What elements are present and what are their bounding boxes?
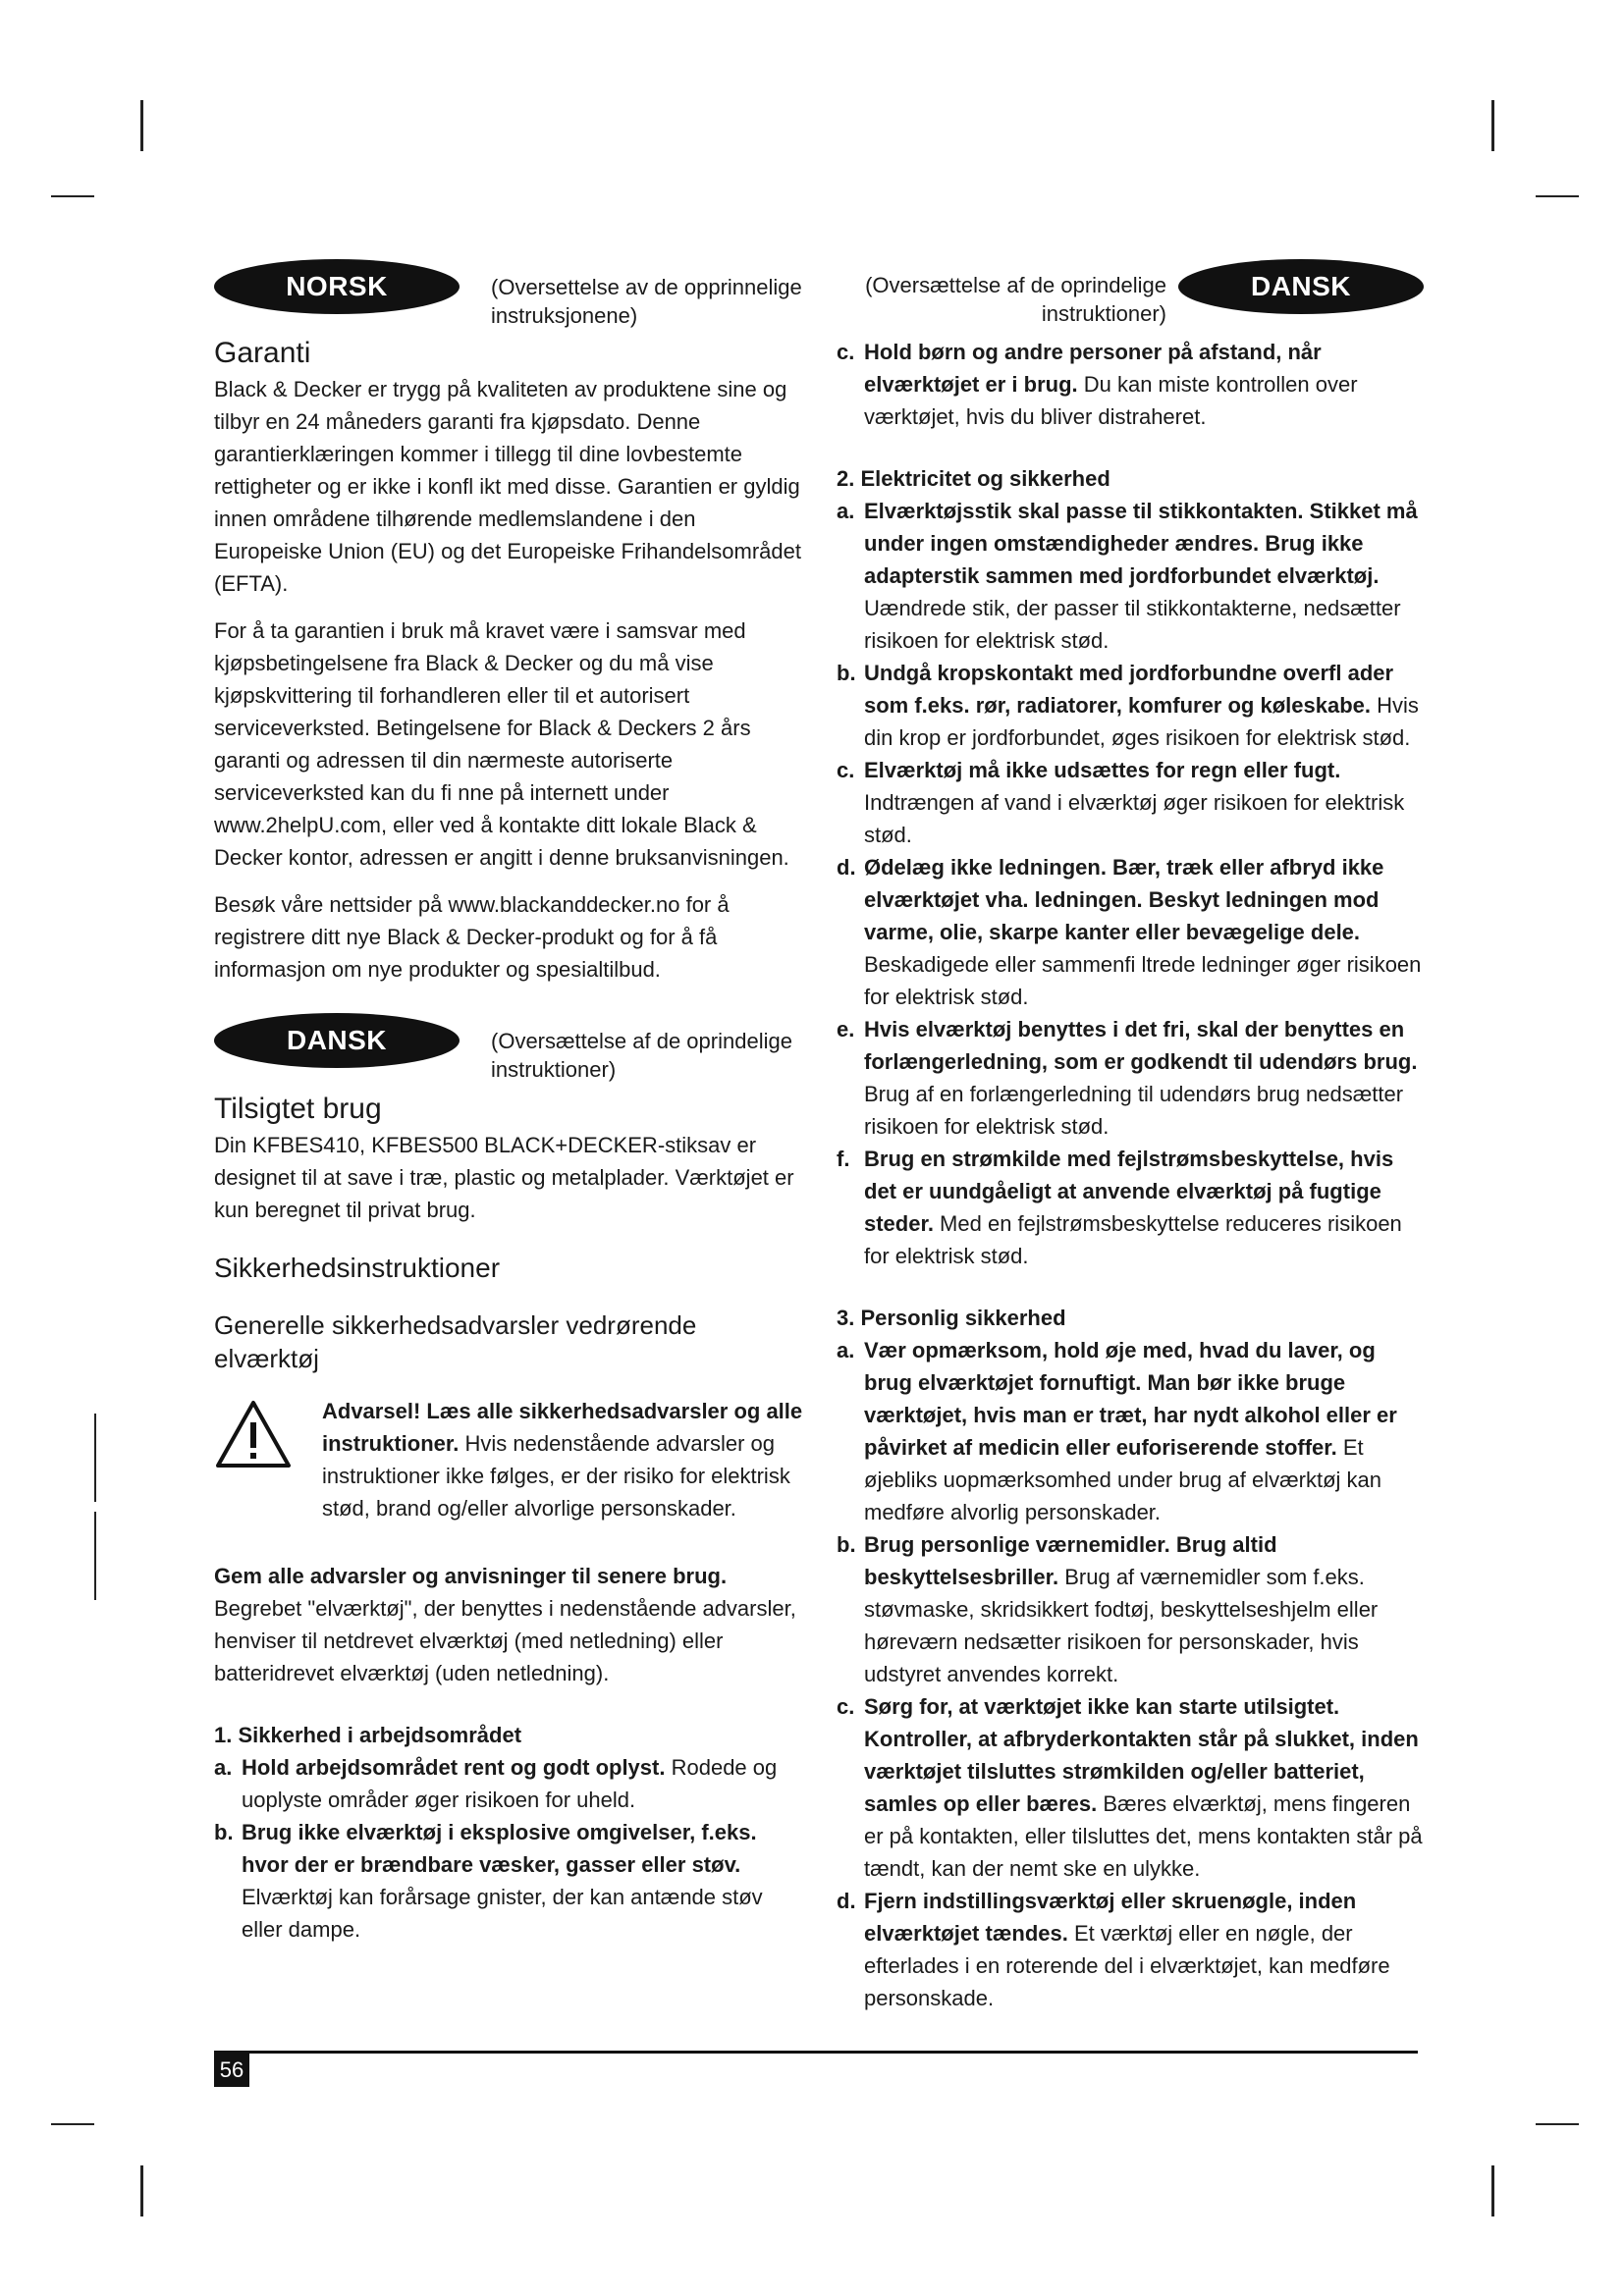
margin-mark [94,1414,96,1502]
norsk-badge: NORSK [214,259,460,314]
crop-mark [1536,2123,1579,2125]
list-item: a. Vær opmærksom, hold øje med, hvad du laver, og brug elværktøjet fornuftigt. Man bør ikke bruge værktøjet, hvis man er træt, har nydt alkohol eller er påvirket af medicin eller euforiserende stoffer. Et øjebliks uopmærksomhed under brug af elværktøj kan medføre alvorlig personskader. [837,1338,1397,1524]
section-2-heading: 2. Elektricitet og sikkerhed [837,466,1110,491]
section-3-heading: 3. Personlig sikkerhed [837,1306,1066,1330]
list-item: e. Hvis elværktøj benyttes i det fri, skal der benyttes en forlængerledning, som er godkendt til udendørs brug. Brug af en forlængerledning til udendørs brug nedsætter risikoen for elektrisk stød. [837,1017,1418,1139]
list-item: a. Hold arbejdsområdet rent og godt oplyst. Rodede og uoplyste områder øger risikoen for uheld. [214,1755,778,1812]
crop-mark [1491,100,1494,151]
footer-rule [214,2051,1418,2054]
warning-text: Advarsel! Læs alle sikkerhedsadvarsler og alle instruktioner. Hvis nedenstående advarsler og instruktioner ikke følges, er der risiko for elektrisk stød, brand og/eller alvorlige personskader. [322,1399,803,1521]
norsk-translation-note: (Oversettelse av de opprinnelige instruksjonene) [491,275,802,328]
list-item: c. Elværktøj må ikke udsættes for regn eller fugt. Indtrængen af vand i elværktøj øger risikoen for elektrisk stød. [837,758,1405,847]
warning-block [214,1395,803,1524]
list-item: b. Brug ikke elværktøj i eksplosive omgivelser, f.eks. hvor der er brændbare væsker, gasser eller støv. Elværktøj kan forårsage gnister, der kan antænde støv eller dampe. [214,1820,763,1942]
generelle-title: Generelle sikkerhedsadvarsler vedrørende elværktøj [214,1310,697,1373]
garanti-title: Garanti [214,337,311,369]
crop-mark [1536,195,1579,197]
dansk-badge-right: DANSK [1178,259,1424,314]
tilsigtet-brug-title: Tilsigtet brug [214,1093,382,1125]
margin-mark [94,1512,96,1600]
garanti-section [214,334,803,986]
list-item: b. Brug personlige værnemidler. Brug altid beskyttelsesbriller. Brug af værnemidler som f.eks. støvmaske, skridsikkert fodtøj, beskyttelseshjelm eller høreværn nedsætter risikoen for personskader, hvis udstyret anvendes korrekt. [837,1532,1379,1686]
dansk-right-section [837,336,1426,2014]
list-item: d. Ødelæg ikke ledningen. Bær, træk eller afbryd ikke elværktøjet vha. ledningen. Beskyt ledningen mod varme, olie, skarpe kanter eller bevægelige dele. Beskadigede eller sammenfi ltrede ledninger øger risikoen for elektrisk stød. [837,855,1422,1009]
list-item: f. Brug en strømkilde med fejlstrømsbeskyttelse, hvis det er uundgåeligt at anvende elværktøj på fugtige steder. Med en fejlstrømsbeskyttelse reduceres risikoen for elektrisk stød. [837,1147,1402,1268]
crop-mark [51,2123,94,2125]
tilsigtet-brug-paragraph: Din KFBES410, KFBES500 BLACK+DECKER-stiksav er designet til at save i træ, plastic og metalplader. Værktøjet er kun beregnet til privat brug. [214,1133,794,1222]
dansk-translation-note: (Oversættelse af de oprindelige instruktioner) [491,1029,792,1082]
garanti-paragraph-1: Black & Decker er trygg på kvaliteten av produktene sine og tilbyr en 24 måneders garanti fra kjøpsdato. Denne garantierklæringen kommer i tillegg til dine lovbestemte rettigheter og er ikke i konfl ikt med disse. Garantien er gyldig innen områdene tilhørende medlemslandene i den Europeiske Union (EU) og det Europeiske Frihandelsområdet (EFTA). [214,377,801,596]
crop-mark [140,100,143,151]
garanti-paragraph-2: For å ta garantien i bruk må kravet være i samsvar med kjøpsbetingelsene fra Black & Decker og du må vise kjøpskvittering til forhandleren eller til et autorisert serviceverksted. Betingelsene for Black & Deckers 2 års garanti og adressen til din nærmeste autoriserte serviceverksted kan du fi nne på internett under www.2helpU.com, eller ved å kontakte ditt lokale Black & Decker kontor, adressen er angitt i denne bruksanvisningen. [214,618,789,870]
crop-mark [1491,2165,1494,2216]
list-item: c. Sørg for, at værktøjet ikke kan starte utilsigtet. Kontroller, at afbryderkontakten står på slukket, inden værktøjet tilsluttes strømkilden og/eller batteriet, samles op eller bæres. Bæres elværktøj, mens fingeren er på kontakten, eller tilsluttes det, mens kontakten står på tændt, kan der nemt ske en ulykke. [837,1694,1423,1881]
sikkerhed-title: Sikkerhedsinstruktioner [214,1253,501,1283]
list-item: c. Hold børn og andre personer på afstand, når elværktøjet er i brug. Du kan miste kontrollen over værktøjet, hvis du bliver distraheret. [837,340,1358,429]
gem-paragraph: Gem alle advarsler og anvisninger til senere brug. Begrebet "elværktøj", der benyttes i nedenstående advarsler, henviser til netdrevet elværktøj (med netledning) eller batteridrevet elværktøj (uden netledning). [214,1564,796,1685]
crop-mark [140,2165,143,2216]
dansk-left-section [214,1090,803,1946]
list-item: b. Undgå kropskontakt med jordforbundne overfl ader som f.eks. rør, radiatorer, komfurer og køleskabe. Hvis din krop er jordforbundet, øges risikoen for elektrisk stød. [837,661,1419,750]
page-number: 56 [214,2054,249,2087]
dansk-translation-note-right: (Oversættelse af de oprindelige instruktioner) [865,273,1166,326]
garanti-paragraph-3: Besøk våre nettsider på www.blackanddecker.no for å registrere ditt nye Black & Decker-produkt og for å få informasjon om nye produkter og spesialtilbud. [214,892,730,982]
section-1-heading: 1. Sikkerhed i arbejdsområdet [214,1723,522,1747]
warning-triangle-icon [214,1395,322,1524]
list-item: a. Elværktøjsstik skal passe til stikkontakten. Stikket må under ingen omstændigheder ændres. Brug ikke adapterstik sammen med jordforbundet elværktøj. Uændrede stik, der passer til stikkontakterne, nedsætter risikoen for elektrisk stød. [837,499,1418,653]
dansk-badge: DANSK [214,1013,460,1068]
list-item: d. Fjern indstillingsværktøj eller skruenøgle, inden elværktøjet tændes. Et værktøj eller en nøgle, der efterlades i en roterende del i elværktøjet, kan medføre personskade. [837,1889,1390,2010]
crop-mark [51,195,94,197]
